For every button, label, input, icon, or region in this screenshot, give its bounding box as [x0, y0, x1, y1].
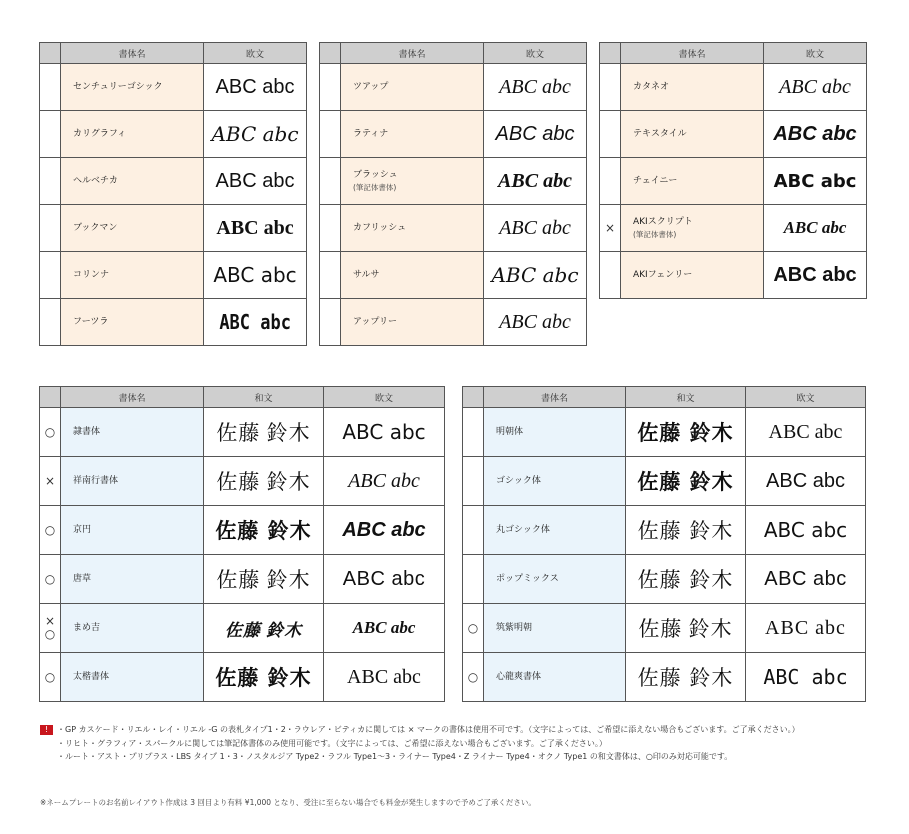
- western-sample: ABC abc: [324, 408, 445, 457]
- font-name: フーツラ: [61, 299, 204, 346]
- japanese-sample: 佐藤 鈴木: [204, 653, 324, 702]
- western-sample: ABC abc: [746, 653, 866, 702]
- western-sample: ABC abc: [764, 158, 867, 205]
- font-name: ブラッシュ (筆記体書体): [341, 158, 484, 205]
- font-name: 明朝体: [484, 408, 626, 457]
- western-sample: ABC abc: [764, 64, 867, 111]
- japanese-sample: 佐藤 鈴木: [626, 506, 746, 555]
- western-sample: ABC abc: [484, 64, 587, 111]
- font-name: ラティナ: [341, 111, 484, 158]
- availability-mark: [40, 64, 61, 111]
- font-name: 丸ゴシック体: [484, 506, 626, 555]
- western-sample: ABC abc: [484, 299, 587, 346]
- western-sample: ABC abc: [204, 205, 307, 252]
- japanese-sample: 佐藤 鈴木: [204, 604, 324, 653]
- availability-mark: [320, 111, 341, 158]
- availability-mark: ○: [40, 555, 61, 604]
- japanese-sample: 佐藤 鈴木: [204, 555, 324, 604]
- font-name: センチュリーゴシック: [61, 64, 204, 111]
- header-japanese: 和文: [204, 387, 324, 408]
- japanese-sample: 佐藤 鈴木: [204, 457, 324, 506]
- font-name: アップリー: [341, 299, 484, 346]
- font-name: コリンナ: [61, 252, 204, 299]
- availability-mark: [320, 252, 341, 299]
- western-sample: ABC abc: [204, 111, 307, 158]
- availability-mark: [40, 205, 61, 252]
- western-sample: ABC abc: [484, 158, 587, 205]
- font-table-japanese-2: [462, 386, 866, 702]
- availability-mark: ○: [40, 506, 61, 555]
- font-name: ツアップ: [341, 64, 484, 111]
- font-name: 祥南行書体: [61, 457, 204, 506]
- availability-mark: [320, 64, 341, 111]
- font-name: 隷書体: [61, 408, 204, 457]
- availability-mark: [463, 457, 484, 506]
- availability-mark: ○: [463, 604, 484, 653]
- availability-mark: [40, 299, 61, 346]
- western-sample: ABC abc: [764, 205, 867, 252]
- japanese-sample: 佐藤 鈴木: [204, 408, 324, 457]
- western-sample: ABC abc: [746, 604, 866, 653]
- font-name: ブックマン: [61, 205, 204, 252]
- japanese-sample: 佐藤 鈴木: [626, 653, 746, 702]
- font-name: サルサ: [341, 252, 484, 299]
- note-line: ! ・GP カスケード・リエル・レイ・リエル -G の表札タイプ1・2・ラウレア・ビティカに関しては × マークの書体は使用不可です。（文字によっては、ご希望に添えない場合もございます。ご了承ください。）: [40, 723, 800, 737]
- font-table-western-2: [319, 42, 587, 346]
- availability-mark: [40, 252, 61, 299]
- font-name: まめ吉: [61, 604, 204, 653]
- japanese-sample: 佐藤 鈴木: [626, 408, 746, 457]
- western-sample: ABC abc: [204, 252, 307, 299]
- availability-mark: [600, 252, 621, 299]
- western-sample: ABC abc: [204, 299, 307, 346]
- font-table-western-1: [39, 42, 307, 346]
- font-name: ポップミックス: [484, 555, 626, 604]
- availability-mark: [600, 158, 621, 205]
- japanese-sample: 佐藤 鈴木: [626, 604, 746, 653]
- font-name: テキスタイル: [621, 111, 764, 158]
- western-sample: ABC abc: [324, 555, 445, 604]
- japanese-sample: 佐藤 鈴木: [204, 506, 324, 555]
- availability-mark: [600, 64, 621, 111]
- font-table-japanese-1: [39, 386, 445, 702]
- font-name: AKIスクリプト (筆記体書体): [621, 205, 764, 252]
- availability-mark: ×: [600, 205, 621, 252]
- font-name: ゴシック体: [484, 457, 626, 506]
- font-name: チェイニー: [621, 158, 764, 205]
- note-line: ・ルート・アスト・プリプラス・LBS タイプ 1・3・ノスタルジア Type2・ラフル Type1～3・ライナー Type4・Z ライナー Type4・オクノ Type1 の和文書体は、○印のみ対応可能です。: [57, 752, 733, 761]
- japanese-sample: 佐藤 鈴木: [626, 555, 746, 604]
- western-sample: ABC abc: [324, 506, 445, 555]
- western-sample: ABC abc: [746, 408, 866, 457]
- header-western: 欧文: [324, 387, 445, 408]
- western-sample: ABC abc: [324, 604, 445, 653]
- header-font-name: 書体名: [484, 387, 626, 408]
- header-western: 欧文: [764, 43, 867, 64]
- availability-mark: ○: [463, 653, 484, 702]
- availability-mark: ○: [40, 653, 61, 702]
- font-name: 心龍爽書体: [484, 653, 626, 702]
- header-western: 欧文: [746, 387, 866, 408]
- western-sample: ABC abc: [746, 555, 866, 604]
- font-name: カフリッシュ: [341, 205, 484, 252]
- western-sample: ABC abc: [204, 158, 307, 205]
- availability-mark: ×: [40, 457, 61, 506]
- font-name: 唐草: [61, 555, 204, 604]
- availability-mark: [463, 408, 484, 457]
- header-font-name: 書体名: [61, 43, 204, 64]
- availability-mark: × ○: [40, 604, 61, 653]
- font-table-western-3: [599, 42, 867, 299]
- availability-mark: [463, 555, 484, 604]
- western-sample: ABC abc: [204, 64, 307, 111]
- usage-notes: [40, 723, 800, 764]
- header-font-name: 書体名: [61, 387, 204, 408]
- header-japanese: 和文: [626, 387, 746, 408]
- font-name: 筑紫明朝: [484, 604, 626, 653]
- western-sample: ABC abc: [484, 205, 587, 252]
- western-sample: ABC abc: [746, 457, 866, 506]
- availability-mark: [320, 299, 341, 346]
- availability-mark: [600, 111, 621, 158]
- font-name: AKIフェンリー: [621, 252, 764, 299]
- font-name: カタネオ: [621, 64, 764, 111]
- japanese-sample: 佐藤 鈴木: [626, 457, 746, 506]
- header-font-name: 書体名: [621, 43, 764, 64]
- note-line: ・リヒト・グラフィア・スパークルに関しては筆記体書体のみ使用可能です。（文字によっては、ご希望に添えない場合もございます。ご了承ください。）: [57, 738, 607, 748]
- availability-mark: [320, 205, 341, 252]
- availability-mark: [320, 158, 341, 205]
- font-name: カリグラフィ: [61, 111, 204, 158]
- western-sample: ABC abc: [746, 506, 866, 555]
- font-name: 京円: [61, 506, 204, 555]
- availability-mark: [40, 111, 61, 158]
- availability-mark: [40, 158, 61, 205]
- font-name: ヘルベチカ: [61, 158, 204, 205]
- warning-icon: !: [40, 725, 53, 735]
- western-sample: ABC abc: [324, 653, 445, 702]
- font-name: 太楷書体: [61, 653, 204, 702]
- header-western: 欧文: [484, 43, 587, 64]
- western-sample: ABC abc: [764, 252, 867, 299]
- header-font-name: 書体名: [341, 43, 484, 64]
- header-western: 欧文: [204, 43, 307, 64]
- western-sample: ABC abc: [324, 457, 445, 506]
- western-sample: ABC abc: [484, 252, 587, 299]
- availability-mark: [463, 506, 484, 555]
- footnote: ※ネームプレートのお名前レイアウト作成は 3 回目より有料 ¥1,000 となり、受注に至らない場合でも料金が発生しますので予めご了承ください。: [40, 798, 536, 807]
- availability-mark: ○: [40, 408, 61, 457]
- western-sample: ABC abc: [484, 111, 587, 158]
- western-sample: ABC abc: [764, 111, 867, 158]
